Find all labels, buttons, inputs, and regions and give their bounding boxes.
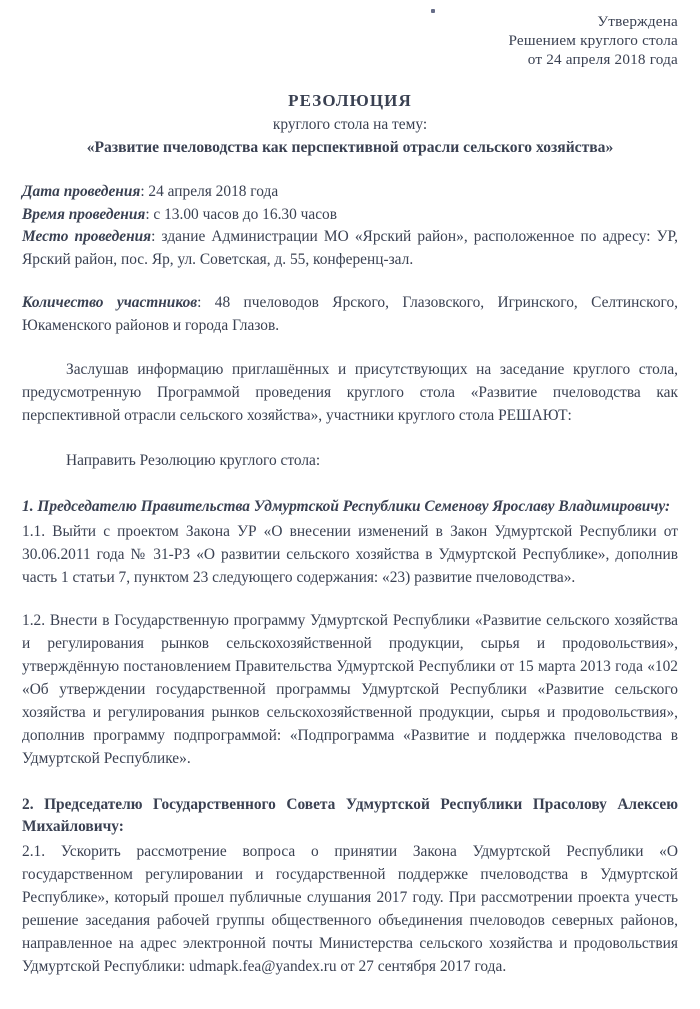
meta-value-time: : с 13.00 часов до 16.30 часов: [145, 205, 338, 223]
section-1-heading-text: 1. Председателю Правительства Удмуртской Республики Семенову Ярославу Владимировичу:: [22, 498, 671, 515]
direct-paragraph-block: [22, 449, 678, 472]
section-heading-2: [22, 794, 678, 839]
clause-2-1-text: 2.1. Ускорить рассмотрение вопроса о принятии Закона Удмуртской Республики «О государственном регулировании и государственной поддержке пчеловодства в Удмуртской Республике», который прошел публичные слушания 2017 году. При рассмотрении проекта учесть решение заседания рабочей группы общественного объединения пчеловодов северных районов, направленное на адрес электронной почты Министерства сельского хозяйства и продовольствия Удмуртской Республики: udmapk.fea@yandex.ru от 27 сентября 2017 года.: [22, 842, 678, 975]
meta-value-place: : здание Администрации МО «Ярский район», расположенное по адресу: УР, Ярский район, пос. Яр, ул. Советская, д. 55, конференц-зал.: [22, 228, 678, 268]
document-theme: «Развитие пчеловодства как перспективной отрасли сельского хозяйства»: [86, 139, 614, 156]
meta-value-date: : 24 апреля 2018 года: [140, 183, 279, 200]
meta-label-date: Дата проведения: [22, 183, 141, 200]
meta-row-date: [22, 181, 678, 204]
clause-1-1: [22, 520, 678, 589]
meta-label-time: Время проведения: [22, 205, 146, 223]
approval-line-3: от 24 апреля 2018 года: [527, 51, 678, 68]
clause-1-2-text: 1.2. Внести в Государственную программу Удмуртской Республики «Развитие сельского хозяйства и регулирования рынков сельскохозяйственной продукции, сырья и продовольствия», утверждённую постановлением Правительства Удмуртской Республики от 15 марта 2013 года «102 «Об утверждении государственной программы Удмуртской Республики «Развитие сельского хозяйства и регулирования рынков сельскохозяйственной продукции, сырья и продовольствия», дополнив программу подпрограммой: «Подпрограмма «Развитие и поддержка пчеловодства в Удмуртской Республике».: [22, 611, 678, 767]
intro-paragraph-block: [22, 358, 678, 427]
participants-value: : 48 пчеловодов Ярского, Глазовского, Игринского, Селтинского, Юкаменского районов и города Глазов.: [22, 294, 679, 334]
meta-block: [22, 181, 678, 271]
participants-row: [22, 292, 678, 337]
clause-1-2: [22, 609, 678, 770]
approval-line-1: Утверждена: [597, 13, 678, 30]
page-title: РЕЗОЛЮЦИЯ: [288, 91, 412, 110]
document-subtitle: круглого стола на тему:: [272, 116, 428, 133]
participants-block: [22, 292, 678, 337]
meta-label-place: Место проведения: [22, 228, 152, 245]
title-block: [22, 90, 678, 159]
participants-label: Количество участников: [22, 294, 198, 311]
direct-paragraph: Направить Резолюцию круглого стола:: [66, 452, 321, 469]
section-2-heading-text: 2. Председателю Государственного Совета Удмуртской Республики Прасолову Алексею Михайловичу:: [22, 795, 678, 835]
clause-1-1-text: 1.1. Выйти с проектом Закона УР «О внесении изменений в Закон Удмуртской Республики от 30.06.2011 года № 31-РЗ «О развитии сельского хозяйства в Удмуртской Республике», дополнив часть 1 статьи 7, пунктом 23 следующего содержания: «23) развитие пчеловодства».: [22, 522, 678, 586]
intro-paragraph: Заслушав информацию приглашённых и присутствующих на заседание круглого стола, предусмотренную Программой проведения круглого стола «Развитие пчеловодства как перспективной отрасли сельского хозяйства», участники круглого стола РЕШАЮТ:: [22, 361, 678, 424]
meta-row-time: [22, 204, 678, 227]
approval-line-2: Решением круглого стола: [508, 32, 678, 49]
section-heading-1: [22, 496, 678, 519]
approval-block: [22, 0, 678, 69]
document-content: [22, 0, 678, 978]
clause-2-1: [22, 840, 678, 978]
meta-row-place: [22, 226, 678, 271]
